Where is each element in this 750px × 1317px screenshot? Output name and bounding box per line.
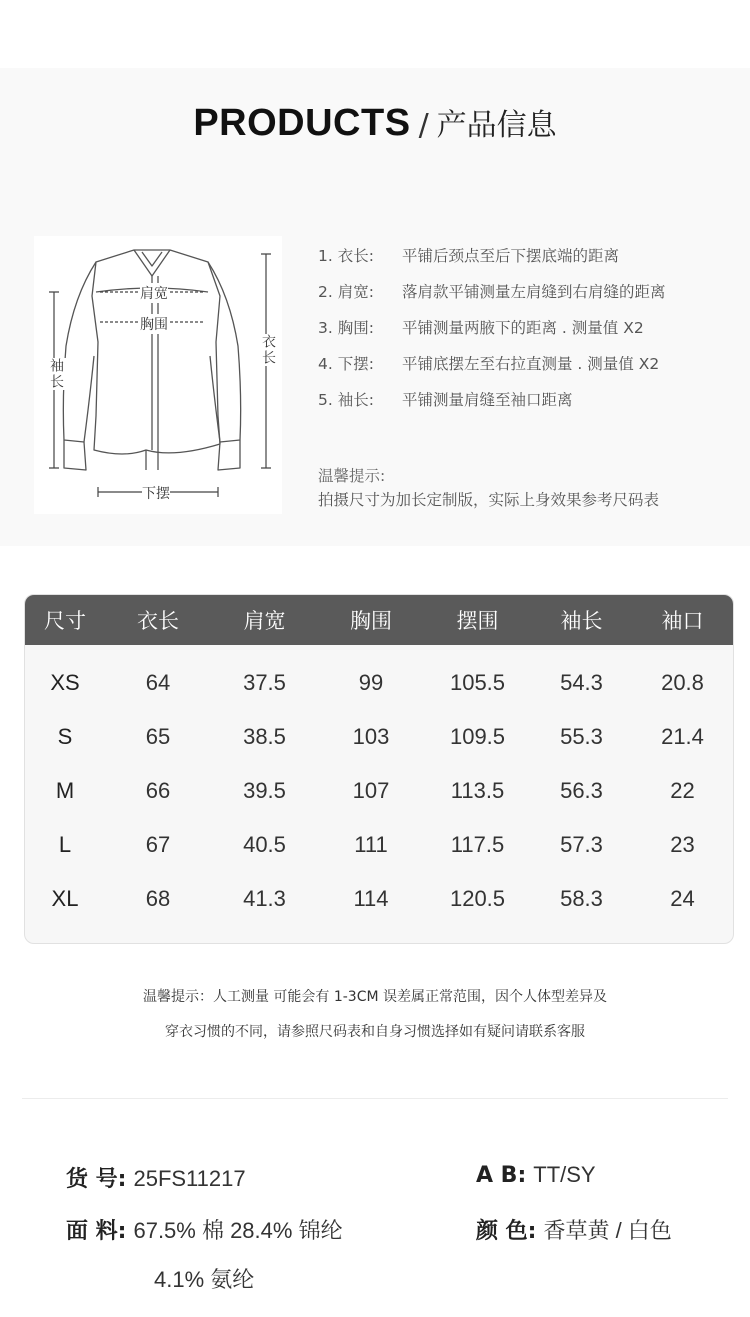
diagram-label-chest: 胸围	[140, 314, 168, 334]
shirt-measurement-diagram	[34, 236, 282, 514]
cell-shoulder: 37.5	[243, 670, 286, 695]
cell-sleeve: 58.3	[560, 886, 603, 911]
size-table-header	[25, 595, 733, 645]
header-cuff: 袖口	[661, 609, 704, 633]
cell-cuff: 21.4	[661, 724, 704, 749]
cell-size: M	[55, 778, 75, 803]
cell-size: XS	[50, 670, 80, 695]
right-cuff	[218, 440, 240, 470]
spec-fabric-line-2	[154, 1263, 254, 1294]
cell-shoulder: 38.5	[243, 724, 286, 749]
cell-hem: 113.5	[450, 778, 505, 803]
cell-sleeve: 56.3	[560, 778, 603, 803]
left-cuff	[64, 440, 86, 470]
size-table-body	[25, 645, 733, 926]
header-size: 尺寸	[44, 609, 86, 633]
remark-line-2: 穿衣习惯的不同，请参照尺码表和自身习惯选择如有疑问请联系客服	[165, 1024, 585, 1040]
cell-shoulder: 40.5	[243, 832, 286, 857]
cell-chest: 114	[353, 886, 389, 911]
cell-cuff: 24	[670, 886, 695, 911]
diagram-label-hem: 下摆	[142, 483, 170, 503]
header-shoulder: 肩宽	[243, 609, 286, 633]
shirt-body-outline	[92, 250, 220, 454]
tip-title: 温馨提示:	[318, 467, 386, 485]
cell-cuff: 22	[670, 778, 695, 803]
remark-line-1: 温馨提示：人工测量 可能会有 1-3CM 误差属正常范围，因个人体型差异及	[142, 989, 608, 1005]
spec-item-number-label: 货 号:	[66, 1167, 127, 1192]
spec-ab-value: TT/SY	[533, 1162, 596, 1187]
cell-chest: 103	[352, 724, 390, 749]
cell-sleeve: 54.3	[560, 670, 603, 695]
table-row	[25, 656, 733, 710]
note-shoulder: 2. 肩宽: 落肩款平铺测量左肩缝到右肩缝的距离	[318, 283, 666, 301]
spec-color-value: 香草黄 / 白色	[543, 1218, 672, 1243]
table-row	[25, 818, 733, 872]
header-length: 衣长	[137, 609, 179, 633]
measurement-notes	[318, 244, 738, 424]
cell-size: S	[57, 724, 73, 749]
cell-chest: 107	[352, 778, 390, 803]
cell-size: XL	[51, 886, 79, 911]
cell-sleeve: 57.3	[560, 832, 603, 857]
cell-cuff: 20.8	[661, 670, 704, 695]
title-separator: /	[418, 108, 429, 143]
spec-ab	[476, 1162, 596, 1188]
tip-text: 拍摄尺寸为加长定制版，实际上身效果参考尺码表	[318, 491, 660, 509]
cell-chest: 111	[354, 832, 388, 857]
left-sleeve	[63, 262, 96, 442]
right-sleeve	[208, 262, 241, 442]
title-english: PRODUCTS	[193, 102, 411, 144]
cell-length: 68	[145, 886, 171, 911]
spec-item-number	[66, 1162, 246, 1193]
spec-color-label: 颜 色:	[476, 1219, 537, 1244]
spec-item-number-value: 25FS11217	[133, 1166, 246, 1191]
cell-hem: 120.5	[449, 886, 506, 911]
cell-chest: 99	[358, 670, 384, 695]
section-divider	[22, 1098, 728, 1099]
diagram-label-sleeve: 袖长	[48, 358, 64, 390]
note-length: 1. 衣长: 平铺后颈点至后下摆底端的距离	[318, 247, 620, 265]
spec-fabric-value: 67.5% 棉 28.4% 锦纶	[133, 1218, 343, 1243]
spec-color	[476, 1214, 672, 1245]
table-row	[25, 764, 733, 818]
cell-cuff: 23	[670, 832, 695, 857]
cell-hem: 117.5	[450, 832, 505, 857]
table-row	[25, 872, 733, 926]
spec-fabric-label: 面 料:	[66, 1219, 127, 1244]
cell-shoulder: 39.5	[243, 778, 286, 803]
table-row	[25, 710, 733, 764]
cell-length: 66	[145, 778, 171, 803]
cell-sleeve: 55.3	[560, 724, 603, 749]
cell-shoulder: 41.3	[243, 886, 286, 911]
spec-ab-label: A B:	[476, 1163, 527, 1188]
title-chinese: 产品信息	[436, 108, 557, 143]
cell-hem: 109.5	[449, 724, 506, 749]
header-chest: 胸围	[350, 609, 392, 633]
header-sleeve: 袖长	[560, 609, 603, 633]
size-table	[24, 594, 734, 944]
note-hem: 4. 下摆: 平铺底摆左至右拉直测量 . 测量值 X2	[318, 355, 660, 373]
cell-length: 64	[145, 670, 171, 695]
note-chest: 3. 胸围: 平铺测量两腋下的距离 . 测量值 X2	[318, 319, 644, 337]
spec-fabric-value-2: 4.1% 氨纶	[154, 1267, 255, 1292]
diagram-label-length: 衣长	[260, 334, 276, 366]
shirt-illustration	[34, 236, 282, 514]
cell-length: 65	[145, 724, 171, 749]
spec-fabric	[66, 1214, 343, 1245]
diagram-label-shoulder: 肩宽	[140, 283, 168, 303]
note-sleeve: 5. 袖长: 平铺测量肩缝至袖口距离	[318, 391, 573, 409]
header-hem: 摆围	[456, 609, 499, 633]
shirt-collar	[134, 250, 170, 276]
page-title	[0, 100, 750, 145]
cell-size: L	[58, 832, 72, 857]
cell-length: 67	[145, 832, 171, 857]
cell-hem: 105.5	[449, 670, 506, 695]
